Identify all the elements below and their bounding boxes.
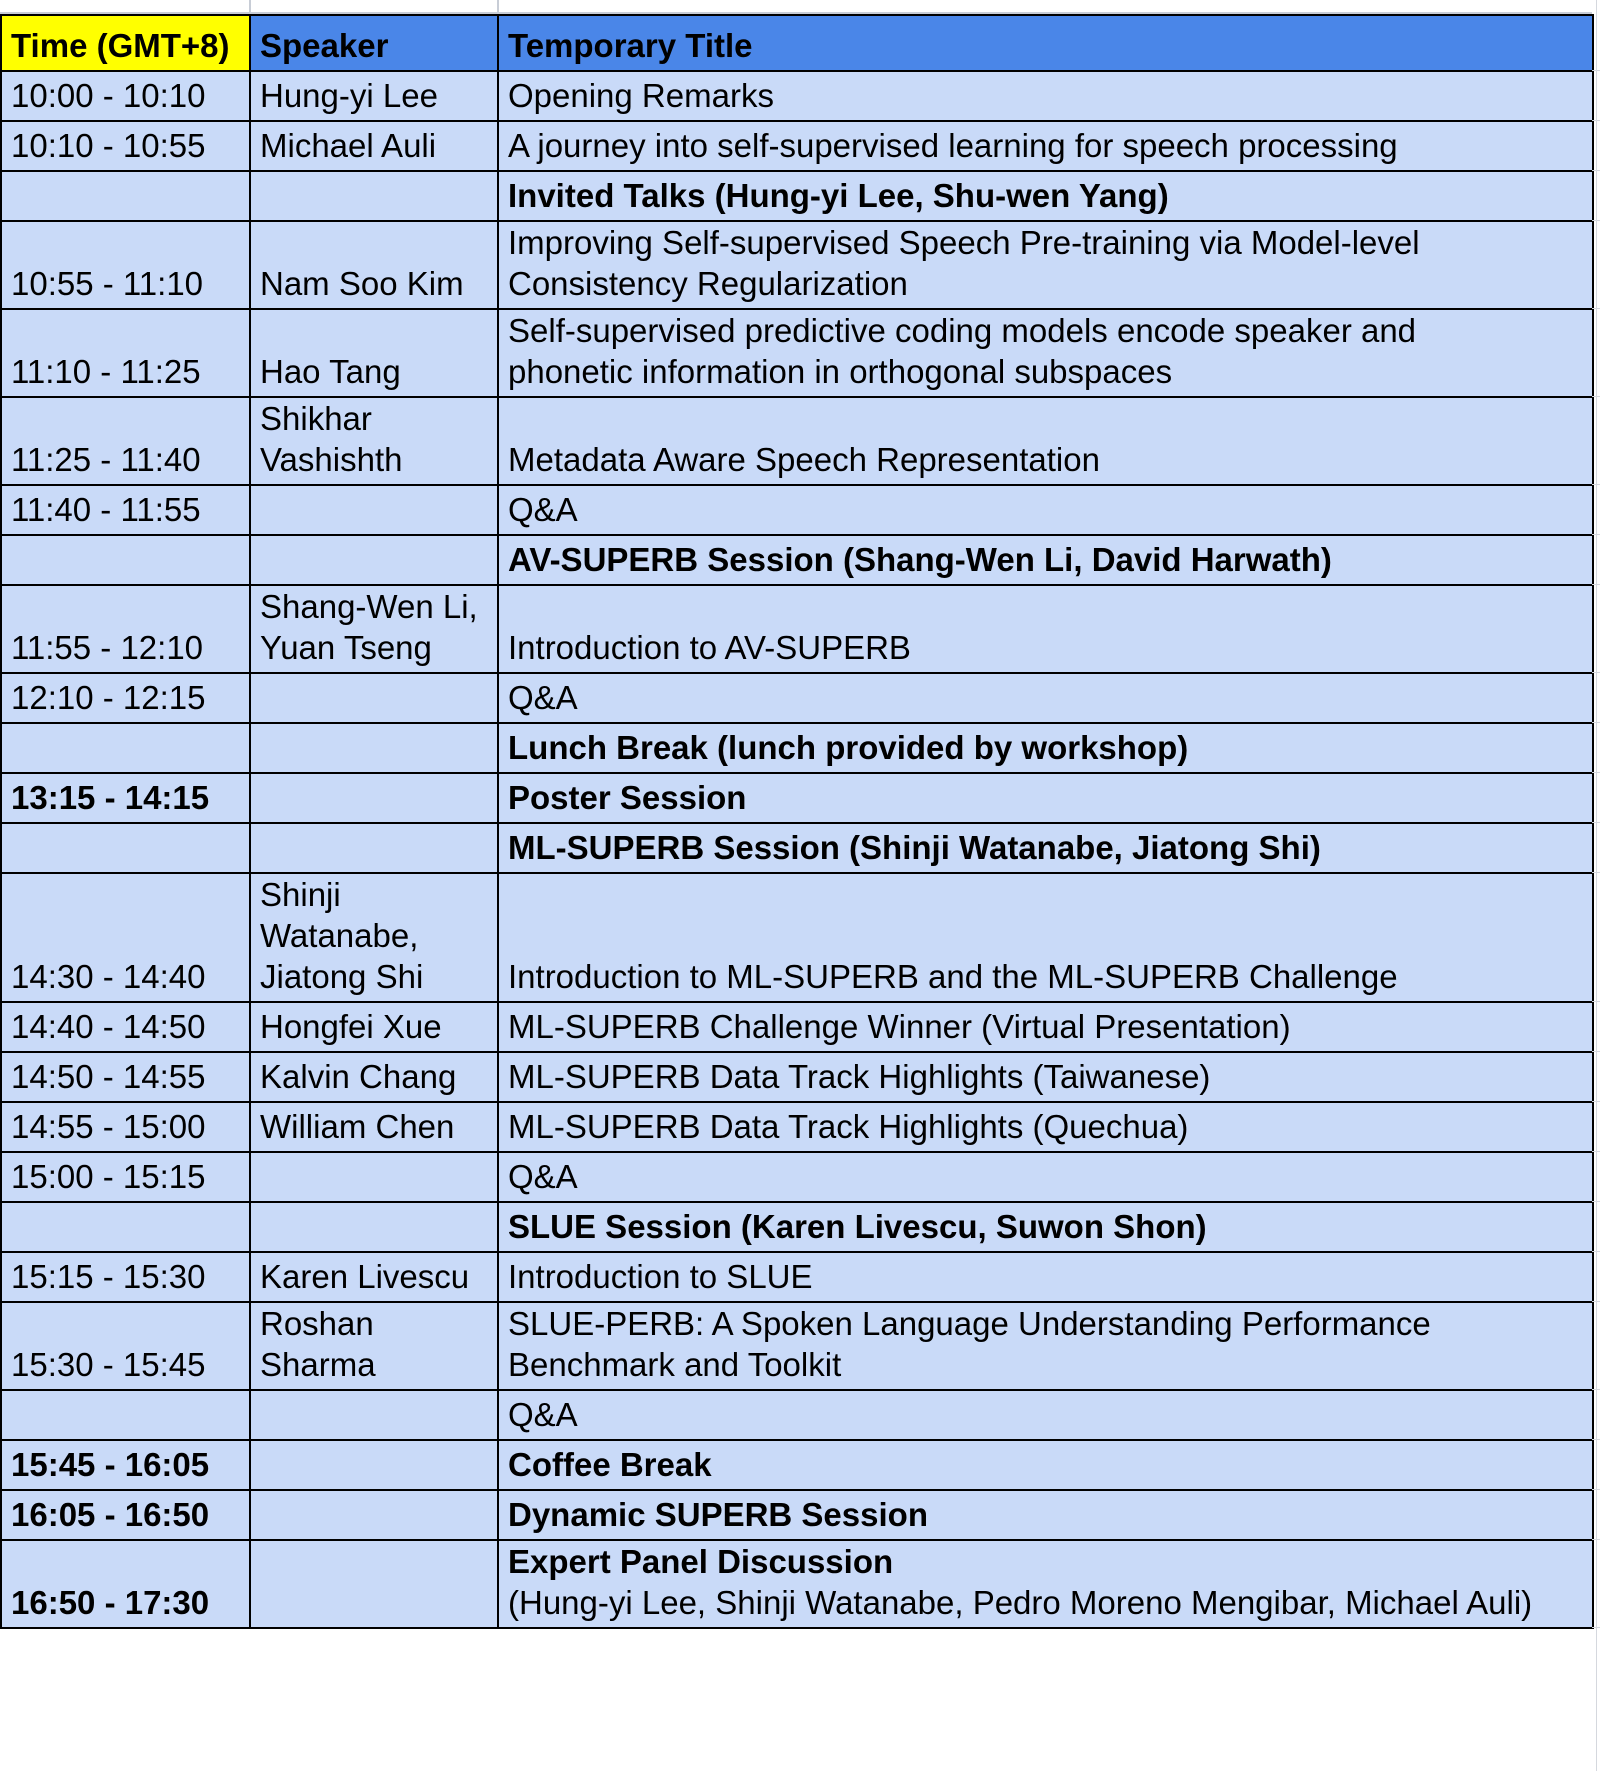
header-speaker-cell[interactable]: Speaker (250, 15, 498, 71)
table-row (1, 1152, 1593, 1202)
time-cell[interactable] (1, 535, 250, 585)
gridline-row (1592, 1489, 1600, 1490)
title-line: A journey into self-supervised learning for speech processing (508, 127, 1398, 164)
speaker-cell[interactable] (250, 1002, 498, 1052)
title-cell[interactable] (498, 397, 1593, 485)
gridline-row (1592, 120, 1600, 121)
gridline-row (1592, 308, 1600, 309)
title-line: (Hung-yi Lee, Shinji Watanabe, Pedro Moreno Mengibar, Michael Auli) (508, 1584, 1533, 1621)
title-line: Introduction to ML-SUPERB and the ML-SUPERB Challenge (508, 958, 1398, 995)
speaker-cell[interactable] (250, 221, 498, 309)
title-cell[interactable] (498, 535, 1593, 585)
table-row (1, 1252, 1593, 1302)
title-cell[interactable] (498, 1540, 1593, 1628)
table-row (1, 485, 1593, 535)
table-row (1, 171, 1593, 221)
table-row (1, 1002, 1593, 1052)
title-cell[interactable] (498, 121, 1593, 171)
speaker-line: Nam Soo Kim (260, 265, 464, 302)
schedule-table (0, 14, 1594, 1629)
time-cell[interactable]: 11:10 - 11:25 (1, 309, 250, 397)
time-cell[interactable]: 11:55 - 12:10 (1, 585, 250, 673)
table-row (1, 121, 1593, 171)
gridline-row (1592, 584, 1600, 585)
gridline-row (1592, 872, 1600, 873)
title-line: Metadata Aware Speech Representation (508, 441, 1100, 478)
header-time-cell[interactable]: Time (GMT+8) (1, 15, 250, 71)
time-cell[interactable]: 11:40 - 11:55 (1, 485, 250, 535)
speaker-line: Shang-Wen Li, (260, 588, 478, 625)
gridline-row (1592, 1389, 1600, 1390)
speaker-line: Sharma (260, 1346, 376, 1383)
table-row (1, 823, 1593, 873)
speaker-line: Hung-yi Lee (260, 77, 438, 114)
gridline-row (1592, 1251, 1600, 1252)
table-row (1, 1390, 1593, 1440)
table-row (1, 1102, 1593, 1152)
title-cell[interactable] (498, 1202, 1593, 1252)
title-line: Invited Talks (Hung-yi Lee, Shu-wen Yang) (508, 177, 1169, 214)
speaker-cell[interactable] (250, 309, 498, 397)
title-line: Introduction to AV-SUPERB (508, 629, 911, 666)
speaker-cell[interactable] (250, 171, 498, 221)
table-row (1, 585, 1593, 673)
speaker-cell[interactable] (250, 71, 498, 121)
title-cell[interactable] (498, 823, 1593, 873)
time-cell[interactable]: 10:10 - 10:55 (1, 121, 250, 171)
speaker-cell[interactable] (250, 823, 498, 873)
header-row (1, 15, 1593, 71)
title-line: Dynamic SUPERB Session (508, 1496, 928, 1533)
speaker-cell[interactable] (250, 121, 498, 171)
time-cell[interactable]: 10:55 - 11:10 (1, 221, 250, 309)
title-line: Q&A (508, 491, 578, 528)
title-cell[interactable] (498, 1440, 1593, 1490)
gridline-row (1592, 1201, 1600, 1202)
speaker-line: Yuan Tseng (260, 629, 432, 666)
speaker-line: Shinji (260, 876, 341, 913)
speaker-line: Roshan (260, 1305, 374, 1342)
title-line: Coffee Break (508, 1446, 712, 1483)
title-line: Consistency Regularization (508, 265, 908, 302)
gridline-row (1592, 772, 1600, 773)
speaker-cell[interactable] (250, 873, 498, 1002)
table-row (1, 773, 1593, 823)
table-row (1, 1440, 1593, 1490)
table-row (1, 1202, 1593, 1252)
title-cell[interactable] (498, 1252, 1593, 1302)
time-cell[interactable]: 15:30 - 15:45 (1, 1302, 250, 1390)
time-cell[interactable]: 15:15 - 15:30 (1, 1252, 250, 1302)
speaker-cell[interactable] (250, 1102, 498, 1152)
table-row (1, 397, 1593, 485)
title-line: Q&A (508, 1158, 578, 1195)
title-line: Opening Remarks (508, 77, 774, 114)
gridline-col (497, 0, 499, 14)
speaker-line: Shikhar (260, 400, 372, 437)
title-line: ML-SUPERB Challenge Winner (Virtual Presentation) (508, 1008, 1291, 1045)
speaker-cell[interactable] (250, 1302, 498, 1390)
speaker-line: Jiatong Shi (260, 958, 424, 995)
gridline-col (249, 0, 251, 14)
time-cell[interactable] (1, 1202, 250, 1252)
gridline-row (1592, 1627, 1600, 1628)
speaker-cell[interactable] (250, 1440, 498, 1490)
table-row (1, 535, 1593, 585)
time-cell[interactable] (1, 1390, 250, 1440)
header-title-cell[interactable]: Temporary Title (498, 15, 1593, 71)
title-line: Lunch Break (lunch provided by workshop) (508, 729, 1189, 766)
table-row (1, 221, 1593, 309)
gridline-right (1596, 0, 1597, 1771)
title-cell[interactable] (498, 1002, 1593, 1052)
speaker-line: William Chen (260, 1108, 455, 1145)
time-cell[interactable]: 14:50 - 14:55 (1, 1052, 250, 1102)
time-cell[interactable]: 11:25 - 11:40 (1, 397, 250, 485)
title-cell[interactable] (498, 873, 1593, 1002)
speaker-cell[interactable] (250, 397, 498, 485)
title-cell[interactable] (498, 1102, 1593, 1152)
time-cell[interactable] (1, 823, 250, 873)
title-line: Q&A (508, 679, 578, 716)
speaker-cell[interactable] (250, 585, 498, 673)
speaker-cell[interactable] (250, 1152, 498, 1202)
title-line: Introduction to SLUE (508, 1258, 813, 1295)
title-line: Improving Self-supervised Speech Pre-training via Model-level (508, 224, 1420, 261)
time-cell[interactable]: 16:05 - 16:50 (1, 1490, 250, 1540)
title-line: Benchmark and Toolkit (508, 1346, 842, 1383)
speaker-cell[interactable] (250, 1490, 498, 1540)
title-cell[interactable] (498, 773, 1593, 823)
title-line: Poster Session (508, 779, 747, 816)
title-cell[interactable] (498, 1152, 1593, 1202)
speaker-line: Michael Auli (260, 127, 437, 164)
table-row (1, 673, 1593, 723)
gridline-row (1592, 484, 1600, 485)
gridline-row (1592, 1301, 1600, 1302)
title-cell[interactable] (498, 585, 1593, 673)
title-cell[interactable] (498, 171, 1593, 221)
table-row (1, 1490, 1593, 1540)
speaker-line: Watanabe, (260, 917, 419, 954)
time-cell[interactable]: 14:30 - 14:40 (1, 873, 250, 1002)
gridline-row (1592, 1051, 1600, 1052)
time-cell[interactable]: 13:15 - 14:15 (1, 773, 250, 823)
title-line: Self-supervised predictive coding models encode speaker and (508, 312, 1417, 349)
speaker-line: Kalvin Chang (260, 1058, 457, 1095)
time-cell[interactable]: 15:45 - 16:05 (1, 1440, 250, 1490)
title-cell[interactable] (498, 221, 1593, 309)
title-line: phonetic information in orthogonal subspaces (508, 353, 1173, 390)
title-cell[interactable] (498, 1052, 1593, 1102)
title-line: ML-SUPERB Data Track Highlights (Quechua) (508, 1108, 1189, 1145)
title-cell[interactable] (498, 1490, 1593, 1540)
speaker-cell[interactable] (250, 673, 498, 723)
title-line: Q&A (508, 1396, 578, 1433)
table-row (1, 309, 1593, 397)
gridline-row (1592, 396, 1600, 397)
title-cell[interactable] (498, 723, 1593, 773)
time-cell[interactable] (1, 171, 250, 221)
time-cell[interactable]: 14:55 - 15:00 (1, 1102, 250, 1152)
speaker-cell[interactable] (250, 1390, 498, 1440)
gridline-row (1592, 672, 1600, 673)
title-cell[interactable] (498, 673, 1593, 723)
speaker-cell[interactable] (250, 485, 498, 535)
gridline-row (1592, 1539, 1600, 1540)
gridline-row (1592, 822, 1600, 823)
table-row (1, 1540, 1593, 1628)
gridline-row (1592, 1001, 1600, 1002)
speaker-cell[interactable] (250, 1052, 498, 1102)
title-cell[interactable] (498, 1390, 1593, 1440)
gridline-row (1592, 1151, 1600, 1152)
time-cell[interactable]: 16:50 - 17:30 (1, 1540, 250, 1628)
gridline-row (1592, 1101, 1600, 1102)
gridline-row (1592, 1439, 1600, 1440)
title-line: Expert Panel Discussion (508, 1543, 894, 1580)
time-cell[interactable] (1, 723, 250, 773)
title-line: AV-SUPERB Session (Shang-Wen Li, David Harwath) (508, 541, 1332, 578)
time-cell[interactable]: 14:40 - 14:50 (1, 1002, 250, 1052)
table-row (1, 873, 1593, 1002)
speaker-cell[interactable] (250, 773, 498, 823)
title-cell[interactable] (498, 485, 1593, 535)
gridline-row (1592, 70, 1600, 71)
speaker-line: Hongfei Xue (260, 1008, 442, 1045)
gridline-row (1592, 170, 1600, 171)
time-cell[interactable]: 12:10 - 12:15 (1, 673, 250, 723)
time-cell[interactable]: 15:00 - 15:15 (1, 1152, 250, 1202)
speaker-cell[interactable] (250, 1202, 498, 1252)
gridline-row (1592, 722, 1600, 723)
speaker-line: Karen Livescu (260, 1258, 470, 1295)
table-row (1, 71, 1593, 121)
title-line: ML-SUPERB Session (Shinji Watanabe, Jiatong Shi) (508, 829, 1321, 866)
title-cell[interactable] (498, 309, 1593, 397)
speaker-cell[interactable] (250, 1252, 498, 1302)
title-cell[interactable] (498, 1302, 1593, 1390)
table-row (1, 1302, 1593, 1390)
title-line: SLUE Session (Karen Livescu, Suwon Shon) (508, 1208, 1207, 1245)
gridline-row (1592, 534, 1600, 535)
table-row (1, 1052, 1593, 1102)
speaker-line: Hao Tang (260, 353, 401, 390)
speaker-cell[interactable] (250, 723, 498, 773)
time-cell[interactable]: 10:00 - 10:10 (1, 71, 250, 121)
title-line: ML-SUPERB Data Track Highlights (Taiwanese) (508, 1058, 1211, 1095)
speaker-cell[interactable] (250, 535, 498, 585)
gridline-row (1592, 220, 1600, 221)
title-cell[interactable] (498, 71, 1593, 121)
title-line: SLUE-PERB: A Spoken Language Understanding Performance (508, 1305, 1431, 1342)
speaker-line: Vashishth (260, 441, 403, 478)
table-row (1, 723, 1593, 773)
speaker-cell[interactable] (250, 1540, 498, 1628)
